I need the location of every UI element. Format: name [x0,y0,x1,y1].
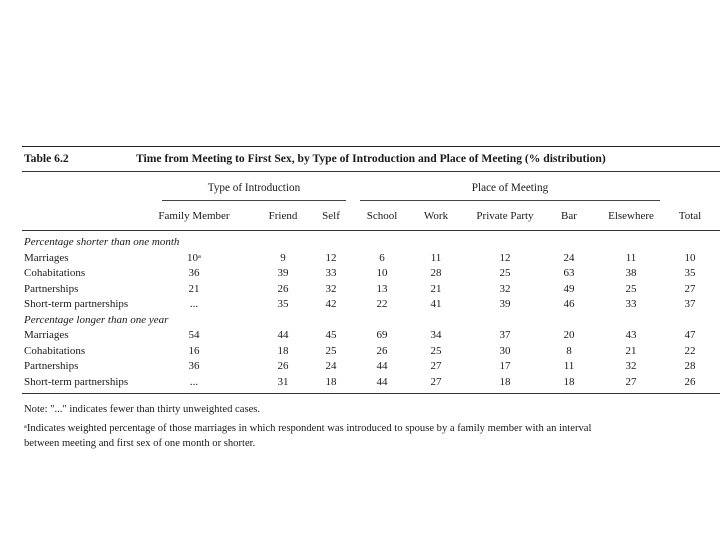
group-rule-place [360,200,660,201]
table-cell: 32 [325,282,337,295]
row-label: Marriages [24,329,69,341]
table-cell: 33 [625,298,637,310]
table-cell: 24 [325,360,337,372]
table-cell: 26 [277,282,289,295]
table-cell: 22 [684,344,696,357]
table-cell: 45 [325,329,337,341]
table-cell: 46 [563,298,575,310]
table-cell: 21 [188,282,200,295]
table-cell: 27 [430,375,442,388]
table-cell: 26 [376,344,388,357]
table-cell: 28 [430,267,442,279]
table-cell: 21 [430,282,442,295]
row-label: Partnerships [24,360,79,372]
table-cell: 10 [376,267,388,279]
table-cell: 10 [684,251,696,264]
table-cell: 32 [499,282,511,295]
table-cell: 18 [277,344,289,357]
table-cell: 34 [430,329,442,341]
footnote-text: ᵃIndicates weighted percentage of those marriages in which respondent was introduced to spouse by a family member with an interval [24,423,592,434]
group-header-introduction: Type of Introduction [207,182,301,194]
table-cell: 39 [499,298,511,310]
table-cell: 54 [188,329,200,341]
caption-rule [22,171,720,172]
table-cell: 25 [625,282,637,295]
table-cell: 9 [280,251,286,264]
table-cell: 36 [188,360,200,372]
table-cell: 18 [499,375,511,388]
data-table [22,138,720,458]
table-cell: 32 [625,360,637,372]
table-cell: 16 [188,344,200,357]
table-cell: 25 [499,267,511,279]
row-label: Partnerships [24,282,79,295]
column-header: Elsewhere [608,210,654,222]
table-cell: 21 [625,344,637,357]
table-cell: 11 [563,360,575,372]
table-cell: 44 [376,375,388,388]
row-label: Cohabitations [24,344,86,357]
table-cell: 6 [379,251,385,264]
table-cell: 49 [563,282,575,295]
row-label: Cohabitations [24,267,86,279]
table-cell: 39 [277,267,289,279]
column-header: Friend [268,210,298,222]
column-header: Work [423,210,449,222]
footnote-text-continued: between meeting and first sex of one month or shorter. [24,438,256,449]
table-cell: 25 [430,344,442,357]
table-bottom-rule [22,393,720,394]
table-cell: 63 [563,267,575,279]
table-cell: 18 [563,375,575,388]
table-title: Time from Meeting to First Sex, by Type of Introduction and Place of Meeting (% distribution) [136,152,606,165]
table-cell: 27 [430,360,442,372]
column-header: Self [322,210,340,222]
table-cell: 10ᵃ [186,251,202,264]
column-header: School [366,210,398,222]
table-cell: 36 [188,267,200,279]
row-label: Short-term partnerships [24,298,129,310]
table-cell: 12 [325,251,337,264]
column-header: Total [678,210,702,222]
table-cell: 22 [376,298,388,310]
table-cell: 69 [376,329,388,341]
table-cell: 35 [277,298,289,310]
section-title: Percentage longer than one year [24,313,169,326]
table-cell: 26 [277,360,289,372]
table-cell: 11 [625,251,637,264]
table-cell: 44 [376,360,388,372]
group-header-place: Place of Meeting [471,182,549,194]
table-cell: 27 [625,375,637,388]
table-cell: 28 [684,360,696,372]
table-cell: ... [189,298,199,310]
table-cell: 27 [684,282,696,295]
table-cell: ... [189,375,199,388]
table-cell: 26 [684,375,696,388]
table-cell: 30 [499,344,511,357]
header-rule [22,230,720,231]
table-cell: 47 [684,329,696,341]
section-title: Percentage shorter than one month [24,236,180,248]
table-cell: 12 [499,251,511,264]
column-header: Bar [561,210,577,222]
table-cell: 43 [625,329,637,341]
group-rule-introduction [162,200,346,201]
table-cell: 31 [277,375,289,388]
table-cell: 17 [499,360,511,372]
column-header: Private Party [476,210,534,222]
table-cell: 35 [684,267,696,279]
table-cell: 33 [325,267,337,279]
table-label: Table 6.2 [24,152,69,165]
table-cell: 37 [499,329,511,341]
table-cell: 42 [325,298,337,310]
table-cell: 11 [430,251,442,264]
note-text: Note: "..." indicates fewer than thirty unweighted cases. [24,404,261,415]
row-label: Short-term partnerships [24,375,129,388]
table-cell: 37 [684,298,696,310]
table-cell: 44 [277,329,289,341]
table-cell: 41 [430,298,442,310]
table-top-rule [22,146,720,147]
table-cell: 24 [563,251,575,264]
table-cell: 25 [325,344,337,357]
table-cell: 18 [325,375,337,388]
table-cell: 20 [563,329,575,341]
row-label: Marriages [24,251,69,264]
table-cell: 8 [566,344,572,357]
table-cell: 13 [376,282,388,295]
column-header: Family Member [158,210,230,222]
table-cell: 38 [625,267,637,279]
